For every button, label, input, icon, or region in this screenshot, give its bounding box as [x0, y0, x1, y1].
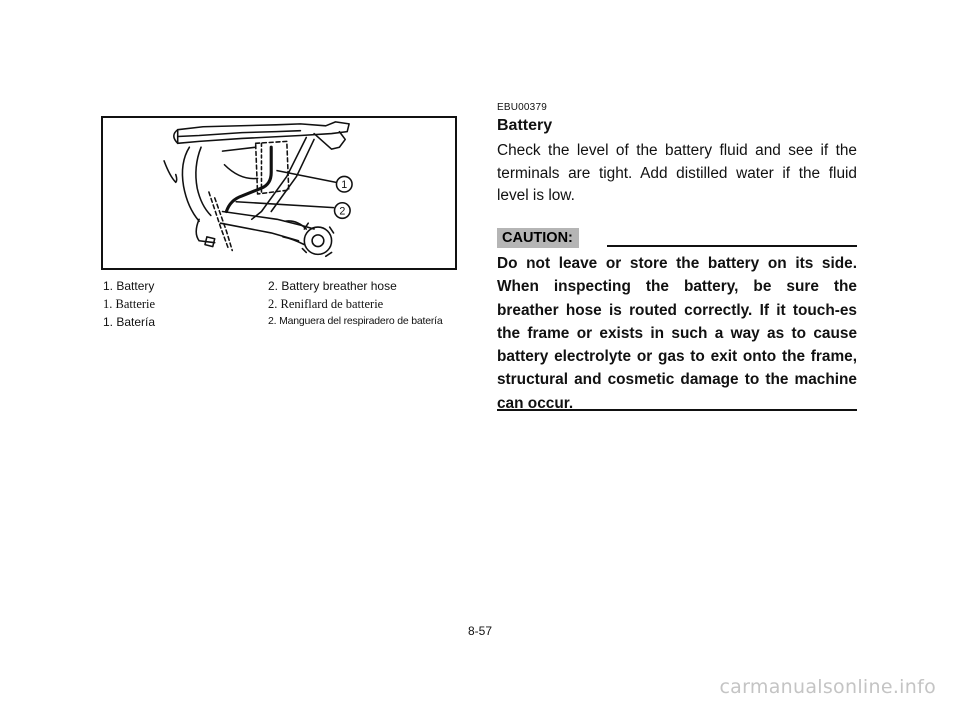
caption-battery-fr: 1. Batterie [103, 297, 156, 311]
caption-battery-en: 1. Battery [103, 279, 155, 293]
caption-row-spanish [103, 315, 463, 333]
frame-down-tube [252, 137, 307, 219]
lower-frame [196, 219, 215, 242]
frame-rail-inner [178, 131, 301, 137]
battery-holder [223, 147, 258, 178]
battery-diagram [103, 118, 455, 268]
sprocket-hub [312, 235, 324, 247]
callout-number-2: 2 [339, 205, 346, 218]
caption-battery-es: 1. Batería [103, 315, 156, 329]
caption-row-french [103, 297, 463, 315]
caution-rule-top [607, 245, 857, 247]
caption-breather-hose-fr: 2. Reniflard de batterie [268, 297, 384, 311]
sprocket-teeth [302, 223, 333, 256]
caption-row-english [103, 279, 463, 297]
caution-header [497, 228, 857, 248]
fender-edge [164, 161, 177, 182]
section-title: Battery [497, 117, 553, 134]
caption-breather-hose-en: 2. Battery breather hose [268, 279, 397, 293]
watermark: carmanualsonline.info [719, 676, 936, 698]
caution-rule-bottom [497, 409, 857, 411]
battery-illustration [101, 116, 457, 270]
callout-number-1: 1 [341, 179, 348, 192]
caution-text: Do not leave or store the battery on its side. When inspecting the battery, be sure the breather hose is routed correctly. If it touch-es the frame or exists in such a way as to cause battery electrolyte or gas to exit onto the frame, structural and cosmetic damage to the machine can occur. [497, 255, 857, 412]
caption-breather-hose-es: 2. Manguera del respiradero de batería [268, 315, 443, 327]
figure-captions [103, 279, 463, 333]
section-code: EBU00379 [497, 102, 547, 113]
sprocket [304, 227, 331, 254]
leader-line-1 [277, 171, 335, 183]
leader-line-2 [236, 202, 333, 208]
frame-down-tube-inner [271, 139, 314, 211]
routing-guide-left [209, 192, 228, 248]
section-body: Check the level of the battery fluid and see if the terminals are tight. Add distilled water if the fluid level is low. [497, 142, 857, 204]
frame-tube-left-inner [196, 147, 211, 215]
caution-label: CAUTION: [497, 228, 579, 248]
page-number: 8-57 [467, 624, 493, 638]
